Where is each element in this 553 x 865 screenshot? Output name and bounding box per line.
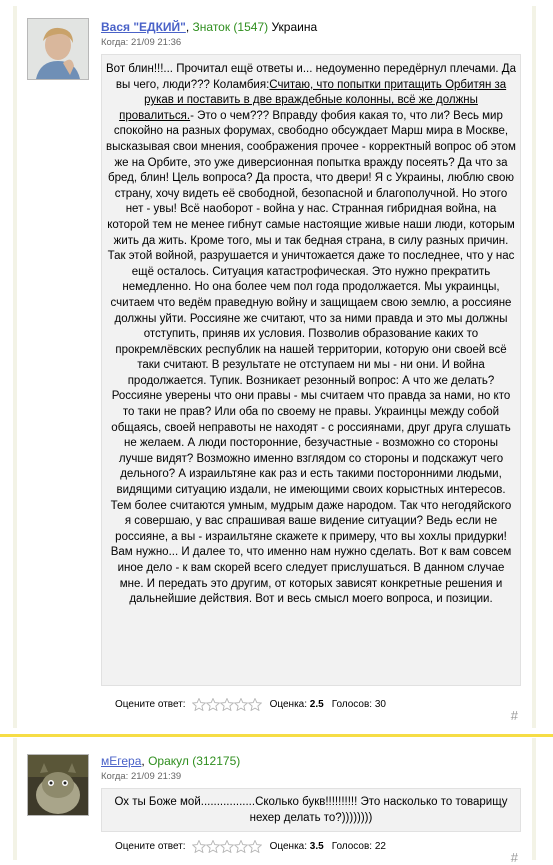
star-icon[interactable] — [220, 840, 234, 853]
votes-value: 22 — [374, 841, 386, 852]
score-value: 2.5 — [309, 699, 324, 710]
author-link[interactable]: мЕгера — [101, 754, 142, 768]
star-icon[interactable] — [206, 840, 220, 853]
permalink-hash[interactable]: # — [510, 708, 518, 723]
permalink-hash[interactable]: # — [510, 850, 518, 865]
star-rating[interactable] — [192, 698, 262, 711]
votes-label: Голосов: — [331, 841, 373, 852]
answer-text — [101, 54, 521, 686]
avatar[interactable] — [27, 18, 89, 80]
star-icon[interactable] — [206, 698, 220, 711]
author-rank: Знаток (1547) — [192, 20, 269, 34]
answer-text — [101, 788, 521, 832]
author-country: Украина — [271, 20, 318, 34]
answer-text-part: - Это о чем??? Вправду фобия какая то, что ли? Весь мир спокойно на разных форумах, свободно обсуждает Марш мира в Москве, высказывая свои мнения, соображения прочее - корректный вопрос об этом же на Орбите, это уже диверсионная попытка вражду посеять? Да что за бред, блин! Цель вопроса? Да проста, что двери! Я с Украины, люблю свою страну, хочу видеть её свободной, безопасной и благополучной. Но этого нет - увы! Всё наоборот - война у нас. Странная гибридная война, на которой тем не менее гибнут самые настоящие живые наши люди, которым жить да жить. Кроме того, мы и так бедная страна, в силу разных причин. Так этой войной, разрушается и уничтожается даже то последнее, что у нас ещё осталось. Ситуация катастрофическая. Это нужно прекратить немедленно. Но она более чем пол года продолжается. Мы украинцы, считаем что ведём праведную войну и защищаем свою землю, а россияне должны уйти. Россияне же считают, что за ними правда и это мы должны отступить, приняв их условия. Позволив образование каких то прокремлёвских республик на нашей территории, которую они своей всё таки считают. В результате не отступаем ни мы - ни они. И война продолжается. Тупик. Возникает резонный вопрос: А что же делать? Россияне уверены что они правы - мы считаем что правда за нами, но кто то таки не прав? Или оба по своему не правы. Украинцы между собой общаясь, своей неправоты не находят - с россиянами, друг друга слушать не желаем. А люди посторонние, безучастные - возможно со стороны лучше видят? Возможно именно взглядом со стороны и подскажут чего дельного? А израильтяне как раз и есть такими посторонними людьми, видящими ситуацию издали, не имеющими своих корыстных интересов. Тем более считаются умным, мудрым даже народом. Так что негодяйского я совершаю, у вас спрашивая ваше видение ситуации? Ведь если не россияне, а вы - израильтяне скажете к примеру, что вы хохлы придурки! Вам нужно... И далее то, что именно нам нужно сделать. Вот к вам совсем иное дело - к вам скорей всего следует прислушаться. В данном случае мне. И передать это другим, от которых зависят конкретные решения и дальнейшие действия. Вот и весь смысл моего вопроса, и позиции. — [106, 109, 516, 606]
star-icon[interactable] — [192, 840, 206, 853]
answer-post — [13, 6, 536, 728]
post-header: Вася "ЕДКИЙ", Знаток (1547) Украина — [101, 20, 318, 34]
answer-text-part: Вот блин!!!... Прочитал ещё ответы и... недоуменно передёрнул плечами. Да вы чего, люди??? Коламбия: — [106, 63, 516, 91]
post-timestamp: Когда: 21/09 21:36 — [101, 37, 182, 48]
star-icon[interactable] — [248, 698, 262, 711]
votes-value: 30 — [374, 699, 386, 710]
rating-bar — [115, 698, 386, 711]
score-label: Оценка: — [269, 699, 308, 710]
rate-label: Оцените ответ: — [115, 841, 186, 852]
avatar[interactable] — [27, 754, 89, 816]
answer-text-part: Ох ты Боже мой.................Сколько букв!!!!!!!!!! Это насколько то товарищу нехер делать то?)))))))) — [114, 796, 508, 824]
post-separator — [0, 734, 553, 737]
star-rating[interactable] — [192, 840, 262, 853]
votes-label: Голосов: — [331, 699, 373, 710]
author-rank: Оракул (312175) — [148, 754, 241, 768]
quoted-link[interactable]: Считаю, что попытки притащить Орбитян за рукав и поставить в две враждебные колонны, всё же должны провалиться. — [119, 78, 507, 122]
answer-post — [13, 738, 536, 865]
post-timestamp: Когда: 21/09 21:39 — [101, 771, 182, 782]
rating-bar — [115, 840, 386, 853]
star-icon[interactable] — [192, 698, 206, 711]
star-icon[interactable] — [248, 840, 262, 853]
post-header: мЕгера, Оракул (312175) — [101, 754, 241, 768]
star-icon[interactable] — [234, 840, 248, 853]
score-label: Оценка: — [269, 841, 308, 852]
rate-label: Оцените ответ: — [115, 699, 186, 710]
star-icon[interactable] — [220, 698, 234, 711]
author-link[interactable]: Вася "ЕДКИЙ" — [101, 20, 186, 34]
star-icon[interactable] — [234, 698, 248, 711]
score-value: 3.5 — [309, 841, 324, 852]
